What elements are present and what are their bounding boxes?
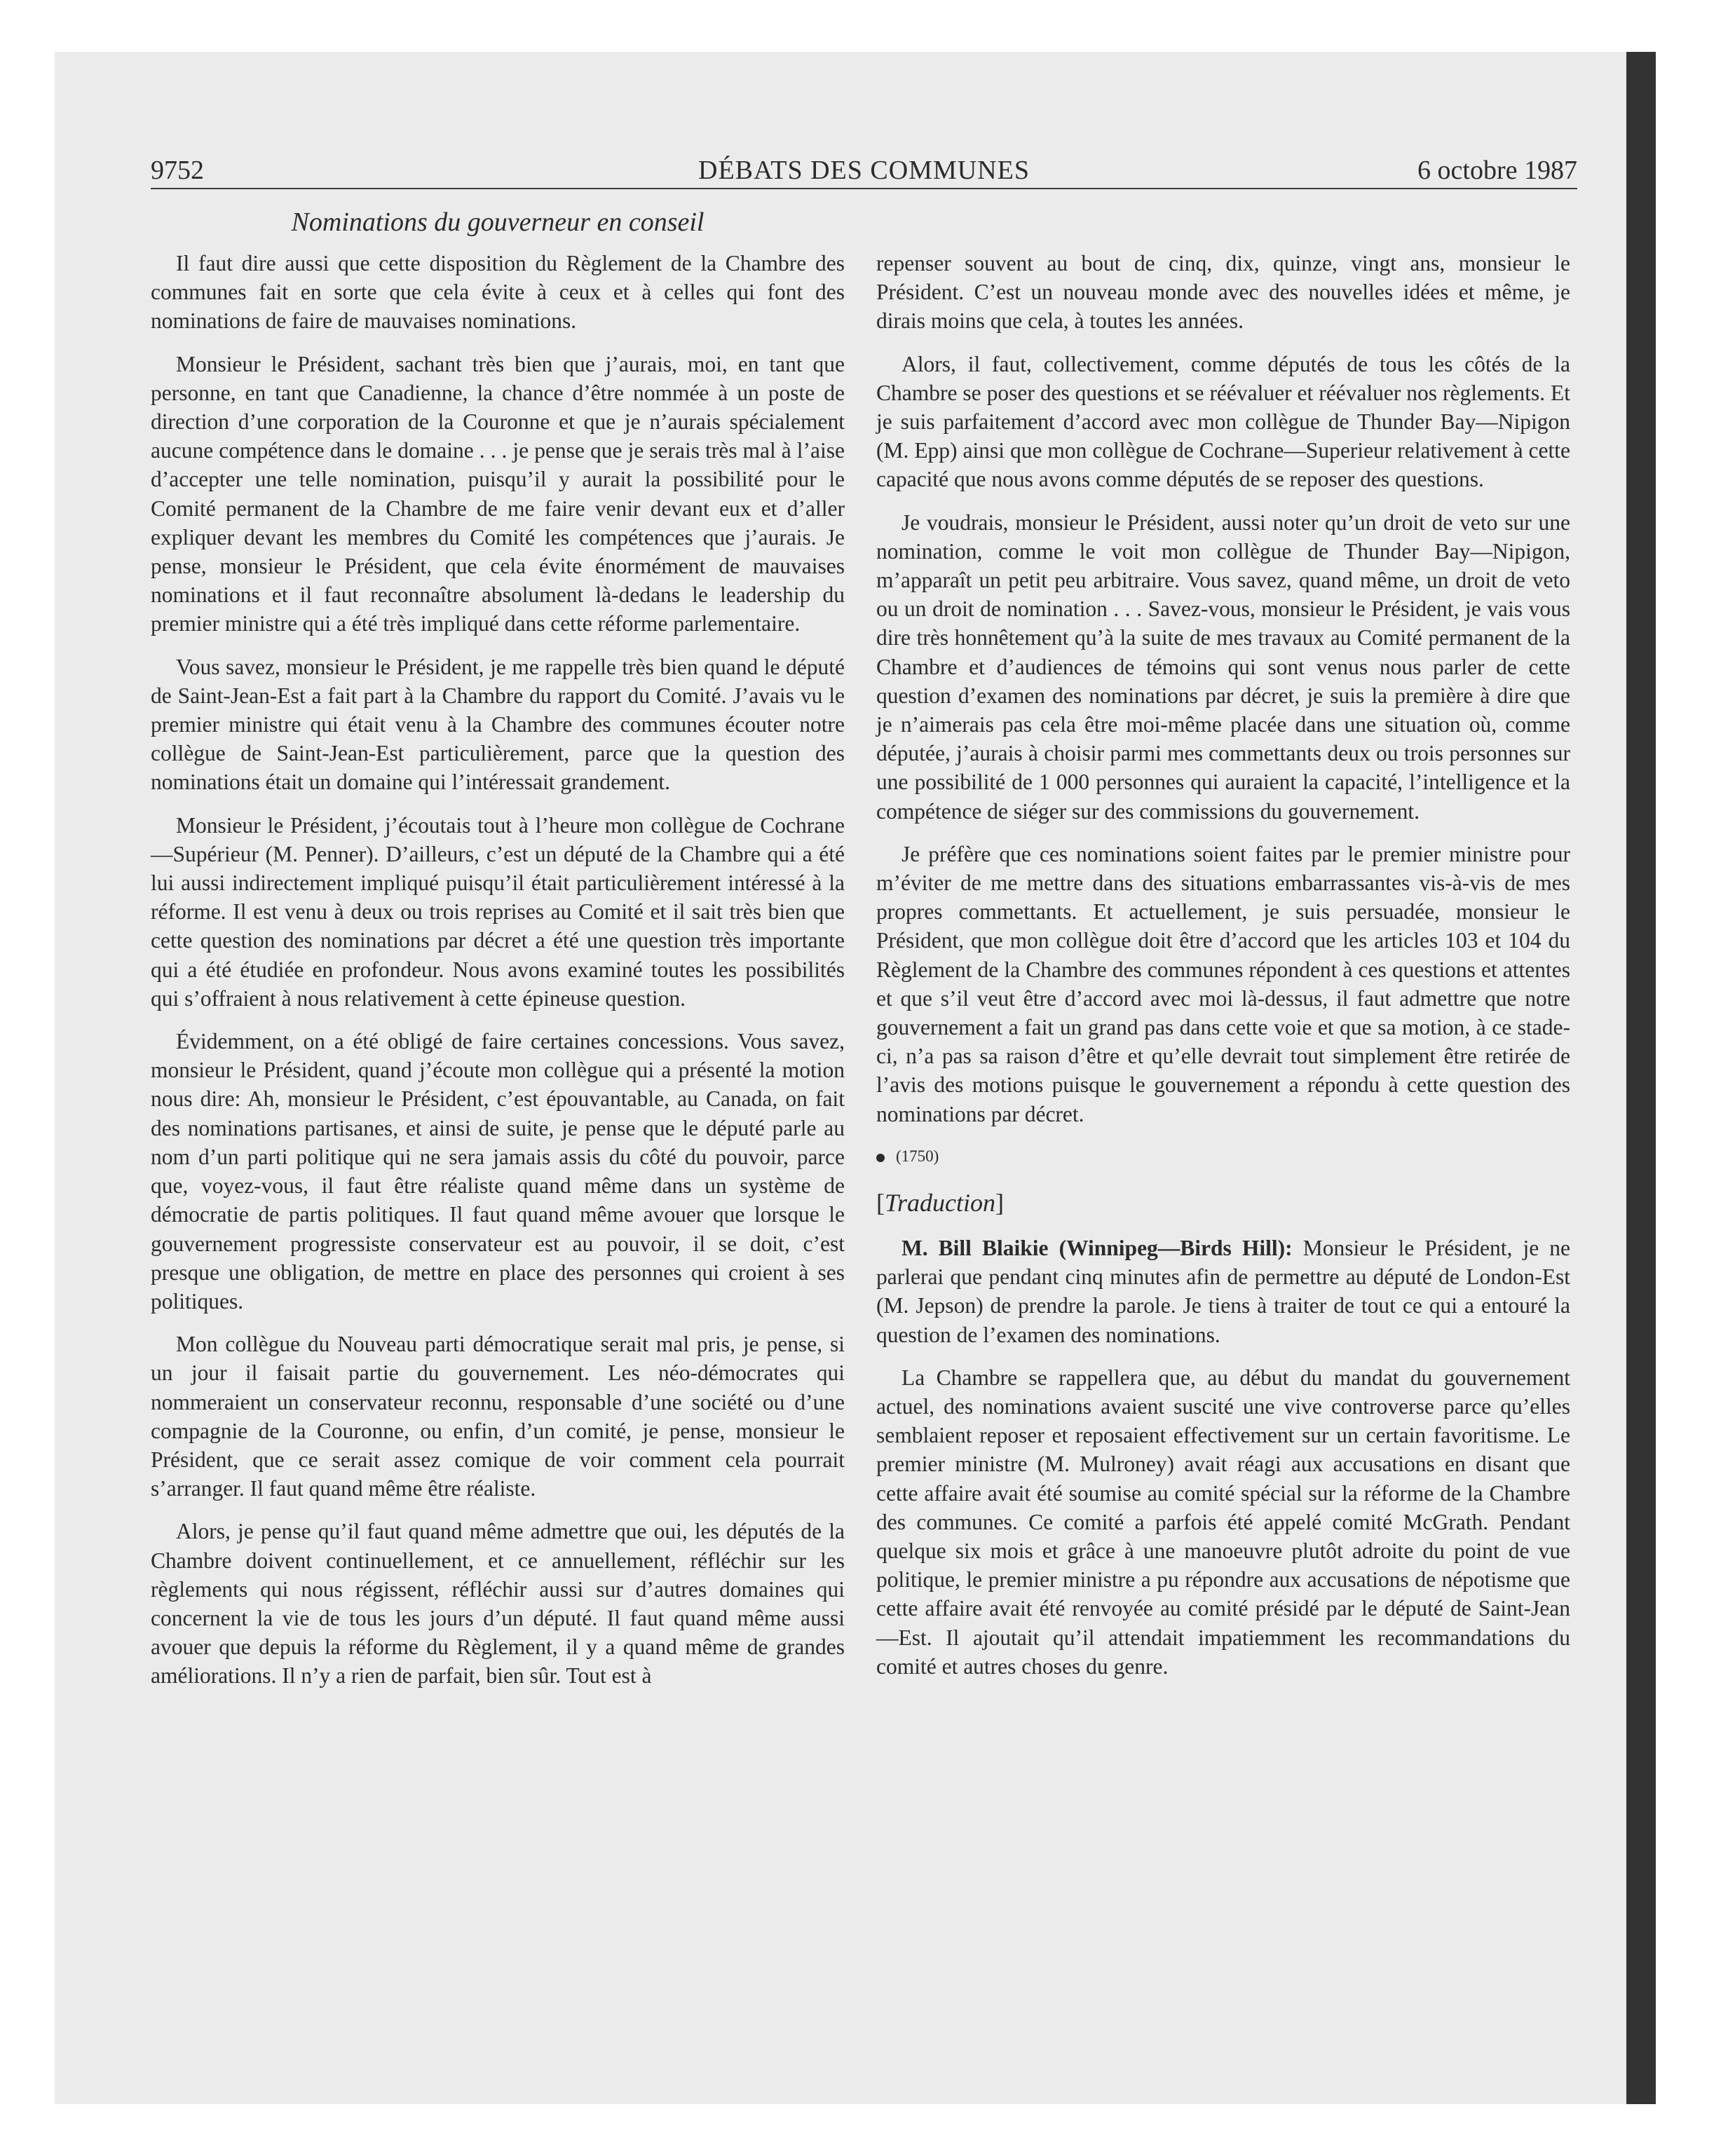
paragraph: Monsieur le Président, j’écoutais tout à l’heure mon collègue de Cochrane—Supérieur (M. Penner). D’ailleurs, c’est un député de la Chambre qui a été lui aussi indirectement impliqué puisqu’il était particulièrement intéressé à la réforme. Il est venu à deux ou trois reprises au Comité et il sait très bien que cette question des nominations par décret a été une question très importante qui a été étudiée en profondeur. Nous avons examiné toutes les possibilités qui s’offraient à nous relativement à cette épineuse question. xyxy=(151,812,845,1011)
translation-label-text: Traduction xyxy=(885,1188,996,1217)
right-column xyxy=(876,249,1570,1695)
paragraph: Monsieur le Président, sachant très bien que j’aurais, moi, en tant que personne, en tant que Canadienne, la chance d’être nommée à un poste de direction d’une corporation de la Couronne et que je n’aurais spécialement aucune compétence dans le domaine . . . je pense que je serais très mal à l’aise d’accepter une telle nomination, puisqu’il y aurait la possibilité pour le Comité permanent de la Chambre de me faire venir devant eux et d’aller expliquer devant les membres du Comité les compétences que j’aurais. Je pense, monsieur le Président, que cela évite énormément de mauvaises nominations et il faut reconnaître absolument là-dedans le leadership du premier ministre qui a été très impliqué dans cette réforme parlementaire. xyxy=(151,351,845,636)
paragraph: Alors, il faut, collectivement, comme députés de tous les côtés de la Chambre se poser des questions et se réévaluer et réévaluer nos règlements. Et je suis parfaitement d’accord avec mon collègue de Thunder Bay—Nipigon (M. Epp) ainsi que mon collègue de Cochrane—Superieur relativement à cette capacité que nous avons comme députés de se reposer des questions. xyxy=(876,351,1570,492)
paragraph: Je voudrais, monsieur le Président, aussi noter qu’un droit de veto sur une nomination, comme le voit mon collègue de Thunder Bay—Nipigon, m’apparaît un petit peu arbitraire. Vous savez, quand même, un droit de veto ou un droit de nomination . . . Savez-vous, monsieur le Président, je vais vous dire très honnêtement qu’à la suite de mes travaux au Comité permanent de la Chambre et d’audiences de témoins qui sont venus nous parler de cette question d’examen des nominations par décret, je suis la première à dire que je n’aimerais pas cela être moi-même placée dans une situation où, comme députée, j’aurais à choisir parmi mes commettants deux ou trois personnes sur une possibilité de 1 000 personnes qui auraient la capacité, l’intelligence et la compétence de siéger sur des commissions du gouvernement. xyxy=(876,510,1570,824)
paragraph: Il faut dire aussi que cette disposition du Règlement de la Chambre des communes fait en sorte que cela évite à ceux et à celles qui font des nominations de faire de mauvaises nominations. xyxy=(151,251,845,334)
left-column xyxy=(151,249,845,1705)
speech-paragraph xyxy=(876,1234,1570,1349)
paragraph: La Chambre se rappellera que, au début du mandat du gouvernement actuel, des nominations avaient suscité une vive controverse parce qu’elles semblaient reposer et reposaient effectivement sur un certain favoritisme. Le premier ministre (M. Mulroney) avait réagi aux accusations en disant que cette affaire avait été soumise au comité spécial sur la réforme de la Chambre des communes. Ce comité a parfois été appelé comité McGrath. Pendant quelque six mois et grâce à une manoeuvre plutôt adroite du point de vue politique, le premier ministre a pu répondre aux accusations de népotisme que cette affaire avait été renvoyée au comité présidé par le député de Saint-Jean—Est. Il ajoutait qu’il attendait impatiemment les recommandations du comité et autres choses du genre. xyxy=(876,1365,1570,1679)
paragraph: Évidemment, on a été obligé de faire certaines concessions. Vous savez, monsieur le Président, quand j’écoute mon collègue qui a présenté la motion nous dire: Ah, monsieur le Président, c’est épouvantable, au Canada, on fait des nominations partisanes, et ainsi de suite, je pense que le député parle au nom d’un parti politique qui ne sera jamais assis du côté du pouvoir, parce que, voyez-vous, il faut être réaliste quand même dans un système de démocratie de partis politiques. Il faut quand même avouer que lorsque le gouvernement progressiste conservateur est au pouvoir, il se doit, c’est presque une obligation, de mettre en place des personnes qui croient à ses politiques. xyxy=(151,1029,845,1314)
translation-label: [Traduction] xyxy=(876,1188,1005,1217)
page-header xyxy=(151,153,1577,189)
publication-date: 6 octobre 1987 xyxy=(1417,156,1577,185)
speech-text: Monsieur le Président, je ne parlerai que pendant cinq minutes afin de permettre au député de London-Est (M. Jepson) de prendre la parole. Je tiens à traiter de tout ce qui a entouré la question de l’examen des nominations. xyxy=(876,1235,1571,1347)
paragraph: Vous savez, monsieur le Président, je me rappelle très bien quand le député de Saint-Jean-Est a fait part à la Chambre du rapport du Comité. J’avais vu le premier ministre qui était venu à la Chambre des communes écouter notre collègue de Saint-Jean-Est particulièrement, parce que la question des nominations était un domaine qui l’intéressait grandement. xyxy=(151,654,845,795)
speaker-name: M. Bill Blaikie (Winnipeg—Birds Hill): xyxy=(901,1235,1293,1260)
time-marker xyxy=(876,1142,1570,1171)
paragraph: Mon collègue du Nouveau parti démocratique serait mal pris, je pense, si un jour il faisait partie du gouvernement. Les néo-démocrates qui nommeraient un conservateur reconnu, responsable d’une société ou d’une compagnie de la Couronne, ou enfin, d’un comité, je pense, monsieur le Président, que ce serait assez comique de voir comment cela pourrait s’arranger. Il faut quand même être réaliste. xyxy=(151,1332,845,1501)
paragraph-continued: repenser souvent au bout de cinq, dix, quinze, vingt ans, monsieur le Président. C’est un nouveau monde avec des nouvelles idées et même, je dirais moins que cela, à toutes les années. xyxy=(876,251,1570,334)
section-title: Nominations du gouverneur en conseil xyxy=(291,207,705,237)
paragraph: Je préfère que ces nominations soient faites par le premier ministre pour m’éviter de me mettre dans des situations embarrassantes vis-à-vis de mes propres commettants. Et actuellement, je suis persuadée, monsieur le Président, que mon collègue doit être d’accord que les articles 103 et 104 du Règlement de la Chambre des communes répondent à ces questions et attentes et que s’il veut être d’accord avec moi là-dessus, il faut admettre que notre gouvernement a fait un grand pas dans cette voie et que sa motion, à ce stade-ci, n’a pas sa raison d’être et qu’elle devrait tout simplement être retirée de l’avis des motions puisque le gouvernement a répondu à cette question des nominations par décret. xyxy=(876,841,1570,1126)
bullet-icon xyxy=(876,1154,885,1162)
publication-title: DÉBATS DES COMMUNES xyxy=(698,156,1030,185)
binding-edge xyxy=(1626,52,1656,2104)
time-marker-text: (1750) xyxy=(896,1147,939,1165)
page-number: 9752 xyxy=(151,156,204,185)
paragraph: Alors, je pense qu’il faut quand même admettre que oui, les députés de la Chambre doivent continuellement, et ce annuellement, réfléchir sur les règlements qui nous régissent, réfléchir aussi sur d’autres domaines qui concernent la vie de tous les jours d’un député. Il faut quand même aussi avouer que depuis la réforme du Règlement, il y a quand même de grandes améliorations. Il n’y a rien de parfait, bien sûr. Tout est à xyxy=(151,1519,845,1688)
